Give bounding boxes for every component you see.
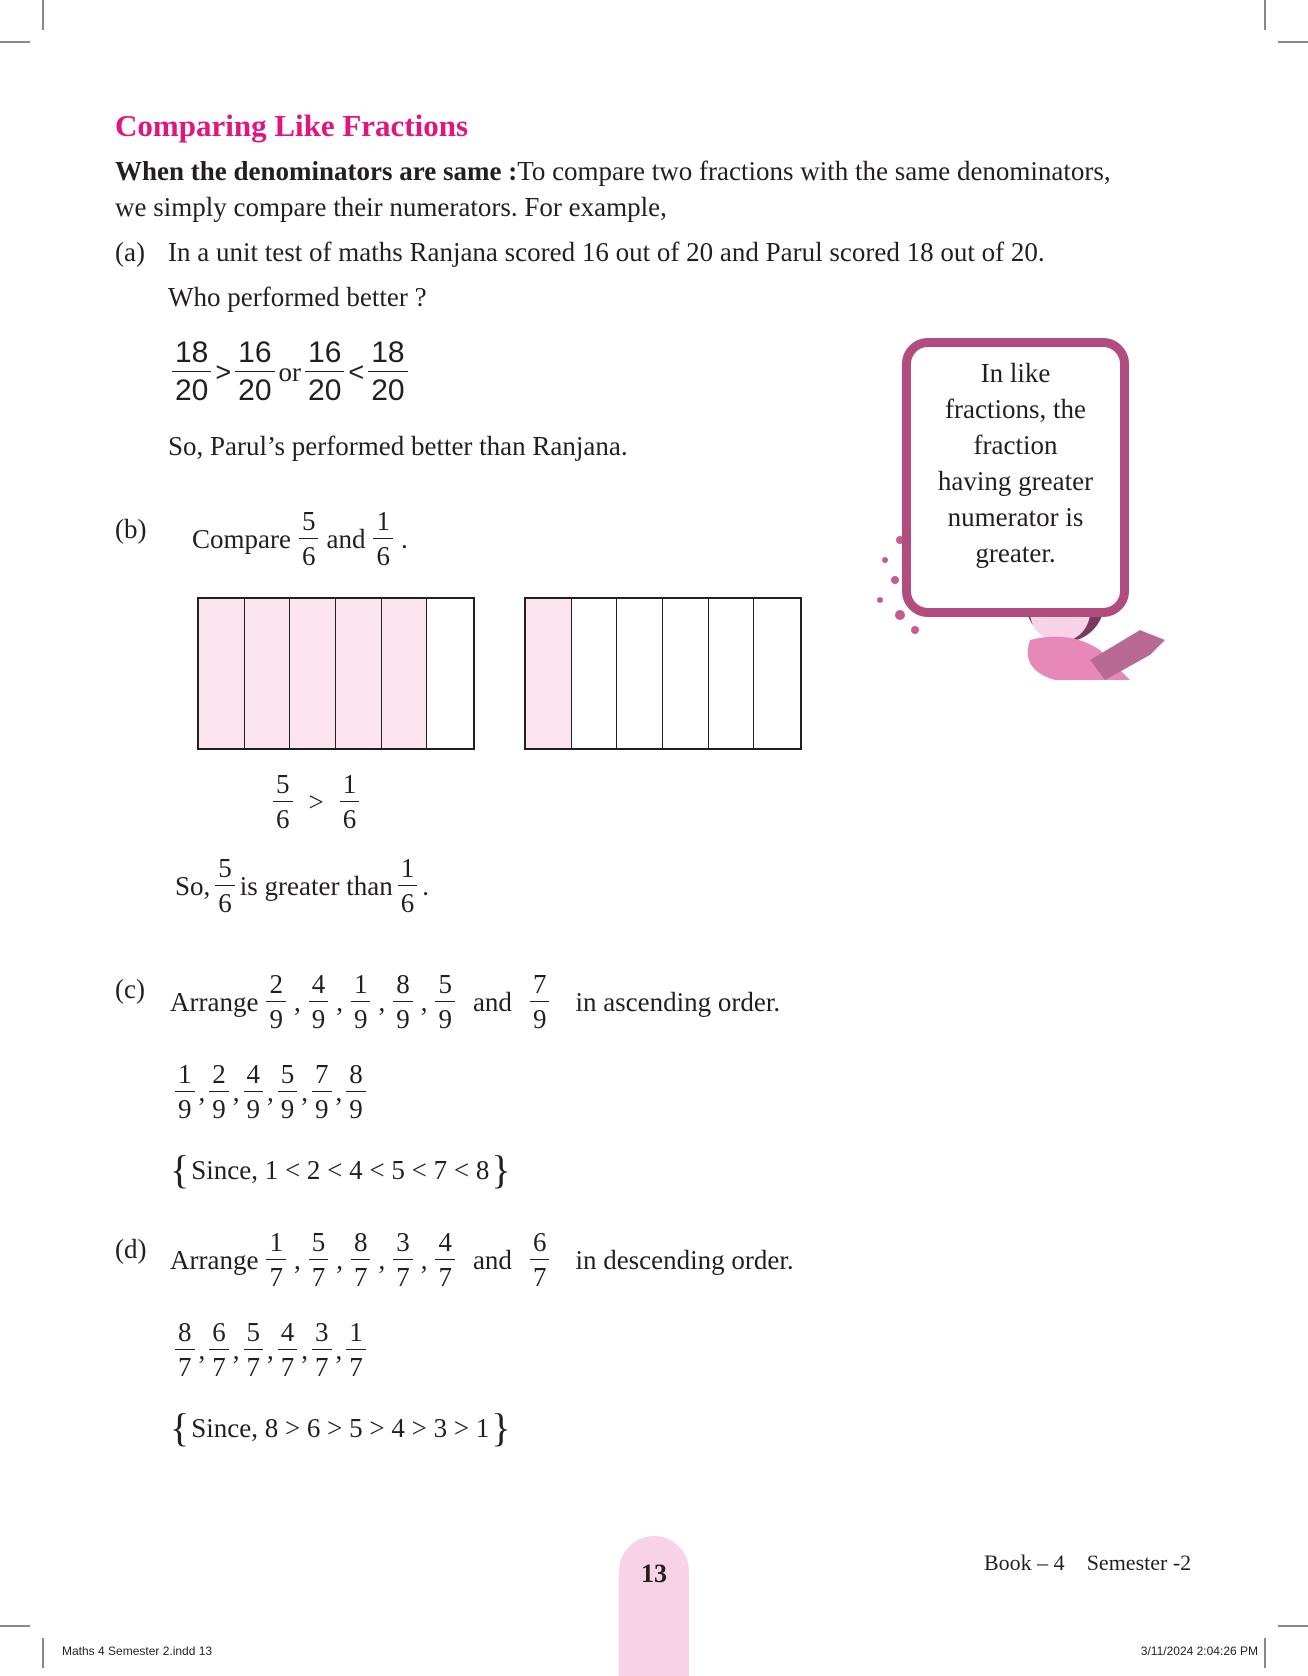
tip-line: In like [980, 358, 1051, 388]
comma: , [232, 1334, 240, 1365]
fraction [530, 1229, 550, 1291]
denominator: 7 [178, 1352, 192, 1382]
denominator: 9 [246, 1094, 260, 1124]
fraction [172, 338, 211, 406]
fraction [266, 1229, 286, 1291]
so-text: So, [175, 870, 211, 901]
denominator: 6 [376, 541, 390, 571]
fraction [373, 508, 393, 570]
numerator: 1 [398, 855, 418, 886]
numerator: 18 [172, 338, 211, 372]
example-a-question: In a unit test of maths Ranjana scored 16 out of 20 and Parul scored 18 out of 20. [168, 237, 1045, 267]
unshaded-part [427, 599, 473, 748]
numerator: 5 [273, 771, 293, 802]
denominator: 7 [315, 1352, 329, 1382]
numerator: 8 [393, 971, 413, 1002]
fraction [351, 1229, 371, 1291]
crop-mark [1278, 1625, 1308, 1627]
comma: , [335, 1076, 343, 1107]
denominator: 9 [178, 1094, 192, 1124]
fraction [351, 971, 371, 1033]
compare-text: Compare [192, 523, 291, 554]
numerator: 2 [266, 971, 286, 1002]
girl-legs [1090, 630, 1165, 680]
denominator: 6 [218, 888, 232, 918]
unshaded-part [572, 599, 618, 748]
comma: , [267, 1076, 274, 1107]
fraction [398, 855, 418, 917]
numerator: 7 [530, 971, 550, 1002]
denominator: 9 [438, 1004, 452, 1034]
numerator: 3 [312, 1319, 332, 1350]
arrange-text: Arrange [170, 986, 259, 1017]
comma: , [336, 1244, 343, 1275]
fraction [235, 338, 274, 406]
fraction [312, 1061, 332, 1123]
crop-mark [0, 41, 30, 43]
tip-line: fraction [973, 430, 1058, 460]
numerator: 8 [351, 1229, 371, 1260]
fraction [175, 1319, 195, 1381]
denominator: 20 [371, 374, 405, 407]
example-b-label: (b) [115, 514, 147, 544]
numerator: 1 [175, 1061, 195, 1092]
numerator: 1 [346, 1319, 366, 1350]
page-number: 13 [619, 1536, 689, 1676]
denominator: 9 [396, 1004, 410, 1034]
fraction [299, 508, 319, 570]
example-d-answer [173, 1319, 368, 1381]
shaded-part [382, 599, 428, 748]
fraction [244, 1061, 264, 1123]
fraction [215, 855, 235, 917]
denominator: 9 [532, 1004, 547, 1034]
tip-bubble [902, 338, 1129, 617]
since-text: Since, 1 < 2 < 4 < 5 < 7 < 8 [191, 1154, 490, 1185]
denominator: 9 [212, 1094, 226, 1124]
comma: , [336, 986, 343, 1017]
intro-line-1 [115, 156, 1111, 187]
example-a-label: (a) [115, 237, 145, 267]
denominator: 7 [246, 1352, 260, 1382]
numerator: 16 [305, 338, 344, 372]
intro-text: To compare two fractions with the same denominators, [517, 156, 1111, 186]
denominator: 9 [311, 1004, 326, 1034]
fraction [266, 971, 286, 1033]
brace-close: } [491, 1405, 511, 1450]
example-d-since [170, 1405, 511, 1450]
operator: > [215, 356, 232, 387]
numerator: 5 [299, 508, 319, 539]
example-c-since [170, 1147, 511, 1192]
or-text: or [278, 356, 302, 387]
crop-mark [42, 1638, 44, 1668]
section-title: Comparing Like Fractions [115, 108, 469, 143]
example-c-question [170, 971, 780, 1033]
intro-bold: When the denominators are same : [115, 156, 518, 186]
example-a-question-2: Who performed better ? [168, 282, 427, 312]
tip-line: numerator is [947, 502, 1084, 532]
fraction [305, 338, 344, 406]
and-text: and [472, 1244, 512, 1275]
and-text: and [472, 986, 512, 1017]
numerator: 1 [340, 771, 360, 802]
crop-mark [1264, 0, 1266, 30]
fraction [530, 971, 550, 1033]
denominator: 6 [342, 804, 357, 834]
file-slug: Maths 4 Semester 2.indd 13 [62, 1644, 213, 1658]
denominator: 9 [315, 1094, 329, 1124]
shaded-part [526, 599, 572, 748]
fraction [209, 1061, 229, 1123]
numerator: 5 [435, 971, 455, 1002]
fraction [346, 1061, 366, 1123]
comma: , [198, 1076, 206, 1107]
comma: , [293, 986, 301, 1017]
denominator: 9 [353, 1004, 368, 1034]
fraction [435, 1229, 455, 1291]
numerator: 1 [351, 971, 371, 1002]
fraction [244, 1319, 264, 1381]
example-a-conclusion: So, Parul’s performed better than Ranjana. [168, 431, 628, 461]
unshaded-part [754, 599, 800, 748]
numerator: 8 [346, 1061, 366, 1092]
shaded-part [199, 599, 245, 748]
numerator: 4 [435, 1229, 455, 1260]
fraction [393, 971, 413, 1033]
fraction [175, 1061, 195, 1123]
fraction [278, 1319, 298, 1381]
denominator: 7 [311, 1262, 326, 1292]
numerator: 5 [309, 1229, 329, 1260]
example-a-comparison [170, 338, 410, 406]
fraction [368, 338, 407, 406]
numerator: 7 [312, 1061, 332, 1092]
denominator: 7 [212, 1352, 226, 1382]
example-c-label: (c) [115, 974, 145, 1004]
crop-mark [1264, 1638, 1266, 1668]
fraction [435, 971, 455, 1033]
denominator: 7 [269, 1262, 283, 1292]
fraction [346, 1319, 366, 1381]
numerator: 18 [368, 338, 407, 372]
numerator: 6 [530, 1229, 550, 1260]
denominator: 7 [396, 1262, 410, 1292]
denominator: 9 [280, 1094, 295, 1124]
shaded-part [290, 599, 336, 748]
semester-label: Semester -2 [1086, 1550, 1192, 1575]
numerator: 2 [209, 1061, 229, 1092]
fraction [309, 1229, 329, 1291]
example-b-conclusion [175, 855, 429, 917]
period: . [400, 523, 408, 554]
and-text: and [326, 523, 366, 554]
denominator: 6 [276, 804, 290, 834]
comma: , [301, 1334, 308, 1365]
denominator: 7 [280, 1352, 295, 1382]
example-b-question [192, 508, 408, 570]
denominator: 9 [349, 1094, 363, 1124]
fraction [393, 1229, 413, 1291]
crop-mark [42, 0, 44, 30]
comma: , [420, 1244, 428, 1275]
numerator: 4 [244, 1061, 264, 1092]
operator: > [308, 786, 324, 817]
denominator: 6 [301, 541, 316, 571]
numerator: 6 [209, 1319, 229, 1350]
unshaded-part [709, 599, 755, 748]
denominator: 20 [175, 374, 209, 407]
tip-line: greater. [975, 538, 1056, 568]
comma: , [232, 1076, 240, 1107]
tip-line: having greater [937, 466, 1094, 496]
denominator: 20 [308, 374, 342, 407]
tip-line: fractions, the [945, 394, 1086, 424]
comma: , [267, 1334, 274, 1365]
fraction [209, 1319, 229, 1381]
denominator: 7 [349, 1352, 363, 1382]
comma: , [420, 986, 428, 1017]
numerator: 5 [244, 1319, 264, 1350]
numerator: 16 [235, 338, 274, 372]
shaded-part [245, 599, 291, 748]
example-d-label: (d) [115, 1234, 147, 1264]
comma: , [293, 1244, 301, 1275]
numerator: 1 [266, 1229, 286, 1260]
denominator: 6 [400, 888, 415, 918]
crop-mark [1278, 41, 1308, 43]
shaded-part [336, 599, 382, 748]
comma: , [378, 986, 386, 1017]
fraction-bar-five-sixths [197, 597, 475, 750]
numerator: 5 [278, 1061, 298, 1092]
numerator: 4 [278, 1319, 298, 1350]
numerator: 4 [309, 971, 329, 1002]
denominator: 7 [438, 1262, 452, 1292]
comma: , [198, 1334, 206, 1365]
order-text: in ascending order. [575, 986, 781, 1017]
book-label: Book – 4 [984, 1550, 1065, 1575]
denominator: 9 [269, 1004, 283, 1034]
numerator: 3 [393, 1229, 413, 1260]
comma: , [378, 1244, 386, 1275]
numerator: 8 [175, 1319, 195, 1350]
conclusion-text: is greater than [239, 870, 393, 901]
numerator: 1 [373, 508, 393, 539]
example-d-question [170, 1229, 794, 1291]
fraction-bar-one-sixth [524, 597, 802, 750]
unshaded-part [663, 599, 709, 748]
crop-mark [0, 1625, 30, 1627]
brace-open: { [170, 1147, 190, 1192]
comma: , [335, 1334, 343, 1365]
comma: , [301, 1076, 308, 1107]
fraction [340, 771, 360, 833]
denominator: 20 [238, 374, 272, 407]
fraction [278, 1061, 298, 1123]
order-text: in descending order. [575, 1244, 794, 1275]
brace-close: } [491, 1147, 511, 1192]
since-text: Since, 8 > 6 > 5 > 4 > 3 > 1 [191, 1412, 490, 1443]
example-b-comparison [271, 771, 361, 833]
period: . [422, 870, 429, 901]
denominator: 7 [532, 1262, 547, 1292]
unshaded-part [617, 599, 663, 748]
book-info [984, 1550, 1191, 1576]
fraction [312, 1319, 332, 1381]
operator: < [348, 356, 365, 387]
example-c-answer [173, 1061, 368, 1123]
fraction [309, 971, 329, 1033]
numerator: 5 [215, 855, 235, 886]
denominator: 7 [353, 1262, 368, 1292]
timestamp-slug: 3/11/2024 2:04:26 PM [1140, 1644, 1258, 1658]
arrange-text: Arrange [170, 1244, 259, 1275]
brace-open: { [170, 1405, 190, 1450]
intro-line-2: we simply compare their numerators. For example, [115, 192, 667, 222]
fraction [273, 771, 293, 833]
